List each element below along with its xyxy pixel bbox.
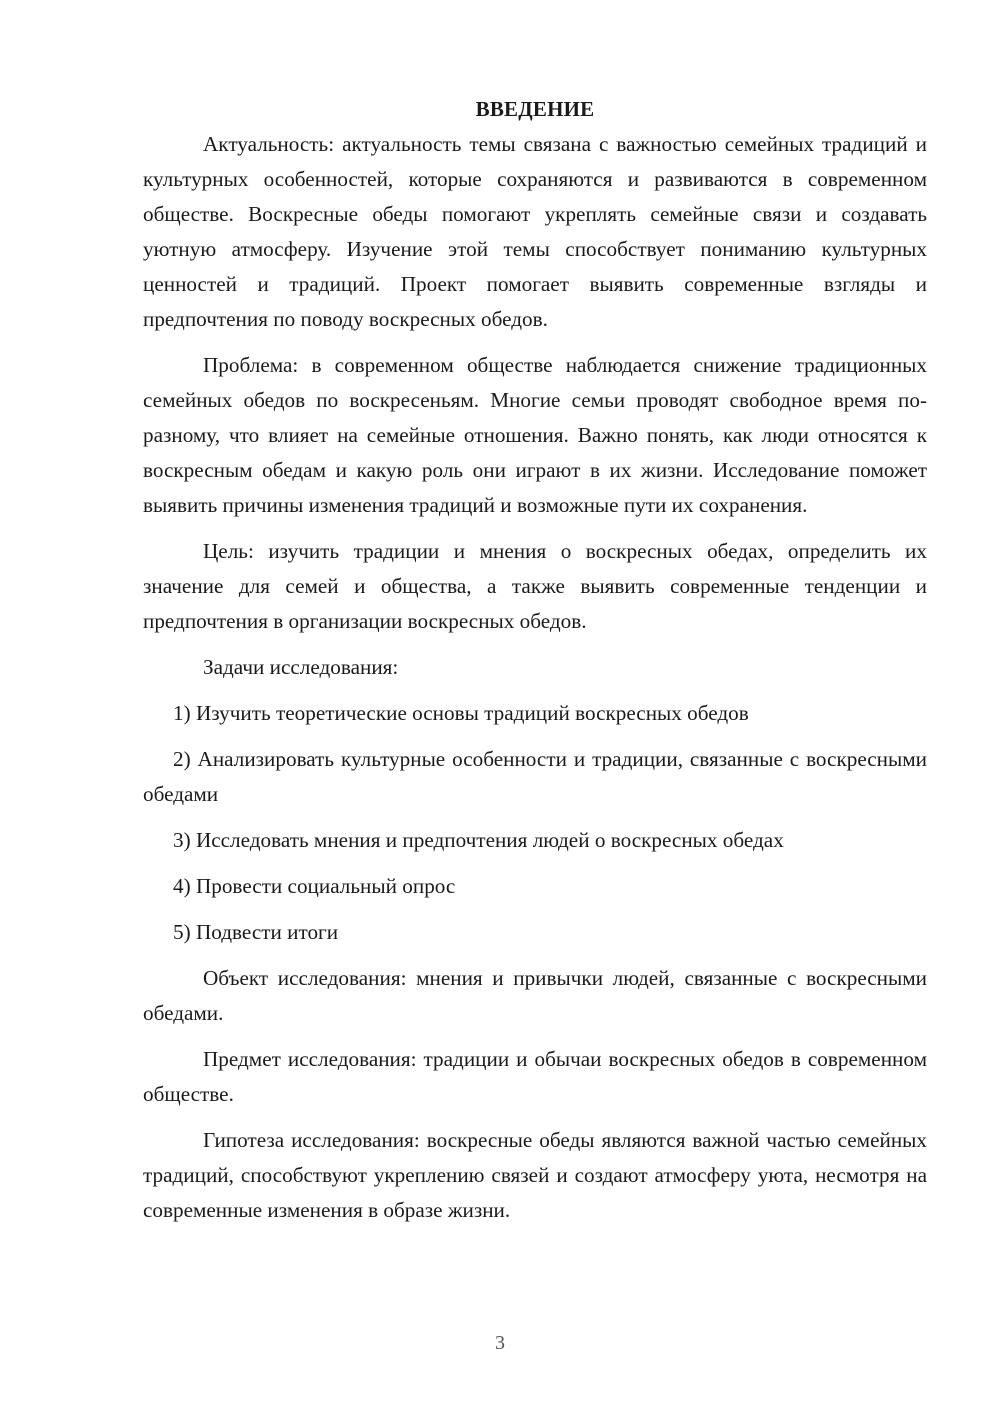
paragraph-subject: Предмет исследования: традиции и обычаи воскресных обедов в современном обществе. — [143, 1047, 927, 1106]
tasks-heading: Задачи исследования: — [203, 655, 399, 679]
task-item-4: 4) Провести социальный опрос — [173, 874, 456, 898]
task-item-5: 5) Подвести итоги — [173, 920, 339, 944]
paragraph-relevance: Актуальность: актуальность темы связана с важностью семейных традиций и культурных особенностей, которые сохраняются и развиваются в современном обществе. Воскресные обеды помогают укреплять семейные связи и создавать уютную атмосферу. Изучение этой темы способствует пониманию культурных ценностей и традиций. Проект помогает выявить современные взгляды и предпочтения по поводу воскресных обедов. — [143, 132, 927, 331]
paragraph-hypothesis: Гипотеза исследования: воскресные обеды являются важной частью семейных традиций, способствуют укреплению связей и создают атмосферу уюта, несмотря на современные изменения в образе жизни. — [143, 1128, 927, 1222]
paragraph-problem: Проблема: в современном обществе наблюдается снижение традиционных семейных обедов по воскресеньям. Многие семьи проводят свободное время по-разному, что влияет на семейные отношения. Важно понять, как люди относятся к воскресным обедам и какую роль они играют в их жизни. Исследование поможет выявить причины изменения традиций и возможные пути их сохранения. — [143, 353, 927, 517]
page-title: ВВЕДЕНИЕ — [475, 97, 595, 121]
task-item-1: 1) Изучить теоретические основы традиций воскресных обедов — [173, 701, 749, 725]
task-item-3: 3) Исследовать мнения и предпочтения людей о воскресных обедах — [173, 828, 784, 852]
document-page — [143, 92, 927, 1239]
task-item-2: 2) Анализировать культурные особенности и традиции, связанные с воскресными обедами — [143, 747, 927, 806]
paragraph-object: Объект исследования: мнения и привычки людей, связанные с воскресными обедами. — [143, 966, 927, 1025]
page-number: 3 — [495, 1332, 505, 1354]
paragraph-goal: Цель: изучить традиции и мнения о воскресных обедах, определить их значение для семей и общества, а также выявить современные тенденции и предпочтения в организации воскресных обедов. — [143, 539, 927, 633]
